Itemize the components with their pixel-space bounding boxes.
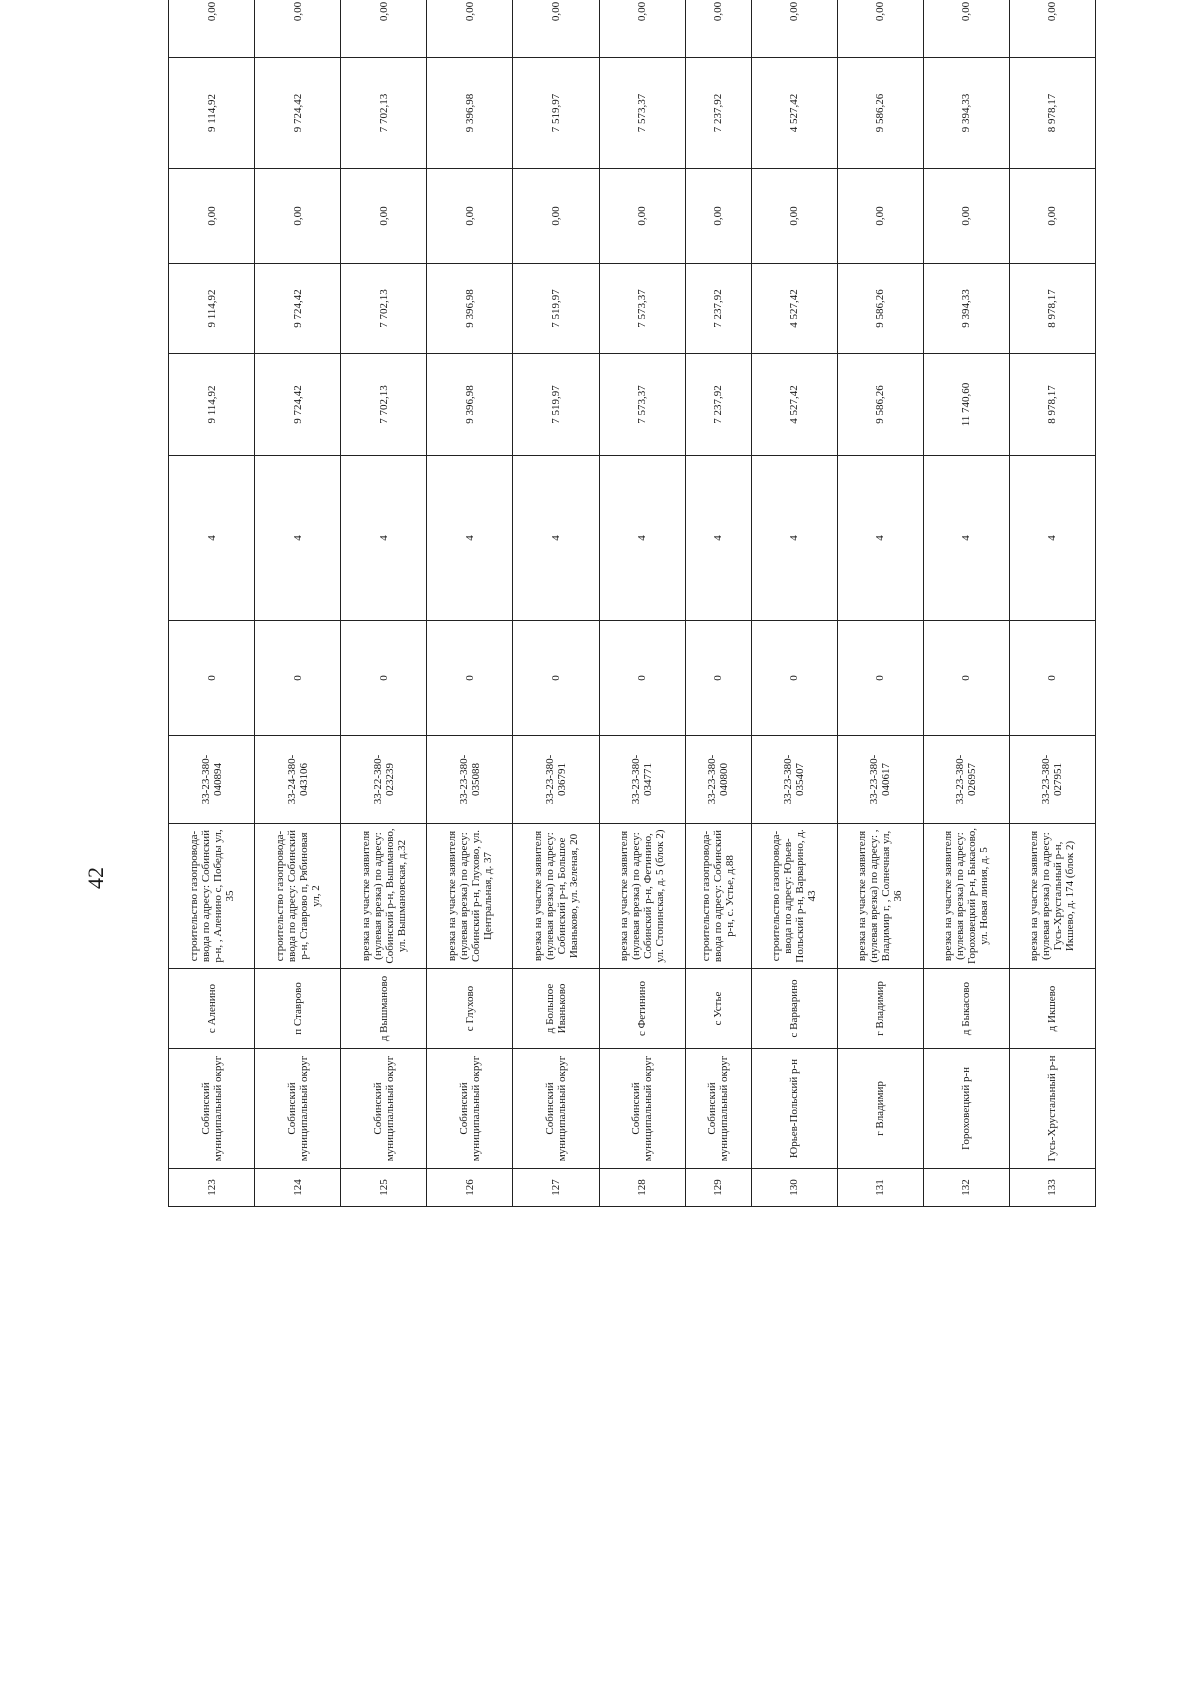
work-description-cell: строительство газопровода-ввода по адресу: Юрьев-Польский р-н, Варварино, д. 43 bbox=[751, 824, 837, 969]
amount-column-5-cell: 0,00 bbox=[427, 0, 513, 58]
amount-column-1-cell: 11 740,60 bbox=[923, 354, 1009, 456]
amount-column-5-cell: 0,00 bbox=[513, 0, 599, 58]
amount-column-1-cell: 8 978,17 bbox=[1009, 354, 1095, 456]
amount-column-4-cell: 7 237,92 bbox=[685, 58, 751, 169]
value-column-1-cell: 0 bbox=[923, 621, 1009, 736]
settlement-cell: д Быкасово bbox=[923, 969, 1009, 1049]
amount-column-1-cell: 7 702,13 bbox=[341, 354, 427, 456]
settlement-cell: с Варварино bbox=[751, 969, 837, 1049]
amount-column-2-cell: 7 702,13 bbox=[341, 264, 427, 354]
amount-column-3-cell: 0,00 bbox=[923, 169, 1009, 264]
value-column-2-cell: 4 bbox=[923, 456, 1009, 621]
cadastral-number-cell: 33-23-380-036791 bbox=[513, 736, 599, 824]
amount-column-3-cell: 0,00 bbox=[169, 169, 255, 264]
amount-column-3-cell: 0,00 bbox=[255, 169, 341, 264]
table-row bbox=[255, 0, 341, 1207]
value-column-2-cell: 4 bbox=[341, 456, 427, 621]
amount-column-1-cell: 7 237,92 bbox=[685, 354, 751, 456]
amount-column-2-cell: 9 394,33 bbox=[923, 264, 1009, 354]
value-column-2-cell: 4 bbox=[837, 456, 923, 621]
settlement-cell: с Глухово bbox=[427, 969, 513, 1049]
work-description-cell: строительство газопровода-ввода по адресу: Собинский р-н, с. Устье, д.88 bbox=[685, 824, 751, 969]
cadastral-number-cell: 33-23-380-034771 bbox=[599, 736, 685, 824]
amount-column-1-cell: 9 396,98 bbox=[427, 354, 513, 456]
amount-column-4-cell: 8 978,17 bbox=[1009, 58, 1095, 169]
amount-column-5-cell: 0,00 bbox=[1009, 0, 1095, 58]
cadastral-number-cell: 33-23-380-040894 bbox=[169, 736, 255, 824]
district-cell: Собинский муниципальный округ bbox=[685, 1049, 751, 1169]
amount-column-1-cell: 7 573,37 bbox=[599, 354, 685, 456]
settlement-cell: с Фетинино bbox=[599, 969, 685, 1049]
work-description-cell: врезка на участке заявителя (нулевая врезка) по адресу: , Владимир г, , Солнечная ул, 36 bbox=[837, 824, 923, 969]
amount-column-4-cell: 9 396,98 bbox=[427, 58, 513, 169]
value-column-2-cell: 4 bbox=[685, 456, 751, 621]
district-cell: Собинский муниципальный округ bbox=[427, 1049, 513, 1169]
settlement-cell: с Устье bbox=[685, 969, 751, 1049]
row-number-cell: 133 bbox=[1009, 1169, 1095, 1207]
district-cell: Собинский муниципальный округ bbox=[599, 1049, 685, 1169]
amount-column-4-cell: 9 394,33 bbox=[923, 58, 1009, 169]
district-cell: Собинский муниципальный округ bbox=[255, 1049, 341, 1169]
value-column-1-cell: 0 bbox=[751, 621, 837, 736]
amount-column-2-cell: 7 573,37 bbox=[599, 264, 685, 354]
row-number-cell: 130 bbox=[751, 1169, 837, 1207]
amount-column-3-cell: 0,00 bbox=[685, 169, 751, 264]
row-number-cell: 125 bbox=[341, 1169, 427, 1207]
amount-column-4-cell: 9 724,42 bbox=[255, 58, 341, 169]
table-row bbox=[751, 0, 837, 1207]
work-description-cell: строительство газопровода-ввода по адресу: Собинский р-н, Ставрово п, Рябиновая ул, 2 bbox=[255, 824, 341, 969]
district-cell: Гусь-Хрустальный р-н bbox=[1009, 1049, 1095, 1169]
value-column-1-cell: 0 bbox=[169, 621, 255, 736]
work-description-cell: врезка на участке заявителя (нулевая врезка) по адресу: Собинский р-н, Вышманово, ул. Вышмановская, д.32 bbox=[341, 824, 427, 969]
amount-column-4-cell: 7 573,37 bbox=[599, 58, 685, 169]
row-number-cell: 127 bbox=[513, 1169, 599, 1207]
amount-column-1-cell: 9 586,26 bbox=[837, 354, 923, 456]
district-cell: г Владимир bbox=[837, 1049, 923, 1169]
amount-column-1-cell: 7 519,97 bbox=[513, 354, 599, 456]
amount-column-4-cell: 4 527,42 bbox=[751, 58, 837, 169]
row-number-cell: 129 bbox=[685, 1169, 751, 1207]
settlement-cell: д Большое Иваньково bbox=[513, 969, 599, 1049]
amount-column-5-cell: 0,00 bbox=[751, 0, 837, 58]
amount-column-3-cell: 0,00 bbox=[751, 169, 837, 264]
district-cell: Собинский муниципальный округ bbox=[513, 1049, 599, 1169]
amount-column-4-cell: 9 586,26 bbox=[837, 58, 923, 169]
cadastral-number-cell: 33-23-380-040617 bbox=[837, 736, 923, 824]
amount-column-1-cell: 9 114,92 bbox=[169, 354, 255, 456]
amount-column-2-cell: 7 237,92 bbox=[685, 264, 751, 354]
amount-column-3-cell: 0,00 bbox=[837, 169, 923, 264]
table-row bbox=[599, 0, 685, 1207]
district-cell: Собинский муниципальный округ bbox=[169, 1049, 255, 1169]
table-row bbox=[685, 0, 751, 1207]
work-description-cell: врезка на участке заявителя (нулевая врезка) по адресу: Собинский р-н, Глухово, ул. Центральная, д. 37 bbox=[427, 824, 513, 969]
work-description-cell: врезка на участке заявителя (нулевая врезка) по адресу: Собинский р-н, Фетинино, ул. Стопинская, д. 5 (блок 2) bbox=[599, 824, 685, 969]
value-column-2-cell: 4 bbox=[169, 456, 255, 621]
work-description-cell: врезка на участке заявителя (нулевая врезка) по адресу: Гусь-Хрустальный р-н, Икшево, д. 174 (блок 2) bbox=[1009, 824, 1095, 969]
value-column-1-cell: 0 bbox=[685, 621, 751, 736]
value-column-1-cell: 0 bbox=[513, 621, 599, 736]
settlement-cell: с Аленино bbox=[169, 969, 255, 1049]
amount-column-2-cell: 7 519,97 bbox=[513, 264, 599, 354]
row-number-cell: 123 bbox=[169, 1169, 255, 1207]
table-row bbox=[837, 0, 923, 1207]
amount-column-3-cell: 0,00 bbox=[427, 169, 513, 264]
value-column-2-cell: 4 bbox=[599, 456, 685, 621]
cadastral-number-cell: 33-23-380-027951 bbox=[1009, 736, 1095, 824]
amount-column-4-cell: 7 519,97 bbox=[513, 58, 599, 169]
work-description-cell: строительство газопровода-ввода по адресу: Собинский р-н, , Аленино с, Победы ул, 35 bbox=[169, 824, 255, 969]
value-column-1-cell: 0 bbox=[599, 621, 685, 736]
settlement-cell: д Икшево bbox=[1009, 969, 1095, 1049]
amount-column-2-cell: 9 396,98 bbox=[427, 264, 513, 354]
district-cell: Гороховецкий р-н bbox=[923, 1049, 1009, 1169]
row-number-cell: 124 bbox=[255, 1169, 341, 1207]
table-row bbox=[169, 0, 255, 1207]
district-cell: Юрьев-Польский р-н bbox=[751, 1049, 837, 1169]
row-number-cell: 128 bbox=[599, 1169, 685, 1207]
table-row bbox=[427, 0, 513, 1207]
amount-column-5-cell: 0,00 bbox=[599, 0, 685, 58]
amount-column-5-cell: 0,00 bbox=[685, 0, 751, 58]
settlement-cell: д Вышманово bbox=[341, 969, 427, 1049]
amount-column-1-cell: 9 724,42 bbox=[255, 354, 341, 456]
amount-column-2-cell: 9 724,42 bbox=[255, 264, 341, 354]
amount-column-3-cell: 0,00 bbox=[513, 169, 599, 264]
table-row bbox=[923, 0, 1009, 1207]
amount-column-4-cell: 7 702,13 bbox=[341, 58, 427, 169]
value-column-1-cell: 0 bbox=[1009, 621, 1095, 736]
cadastral-number-cell: 33-24-380-043106 bbox=[255, 736, 341, 824]
amount-column-2-cell: 9 114,92 bbox=[169, 264, 255, 354]
amount-column-5-cell: 0,00 bbox=[169, 0, 255, 58]
cadastral-number-cell: 33-23-380-026957 bbox=[923, 736, 1009, 824]
amount-column-5-cell: 0,00 bbox=[837, 0, 923, 58]
value-column-1-cell: 0 bbox=[341, 621, 427, 736]
cadastral-number-cell: 33-23-380-035407 bbox=[751, 736, 837, 824]
cadastral-number-cell: 33-22-380-023239 bbox=[341, 736, 427, 824]
value-column-1-cell: 0 bbox=[837, 621, 923, 736]
amount-column-5-cell: 0,00 bbox=[255, 0, 341, 58]
page-number: 42 bbox=[83, 867, 108, 889]
amount-column-2-cell: 9 586,26 bbox=[837, 264, 923, 354]
gas-connection-table bbox=[168, 0, 1096, 1207]
value-column-1-cell: 0 bbox=[255, 621, 341, 736]
amount-column-3-cell: 0,00 bbox=[599, 169, 685, 264]
amount-column-2-cell: 4 527,42 bbox=[751, 264, 837, 354]
district-cell: Собинский муниципальный округ bbox=[341, 1049, 427, 1169]
value-column-1-cell: 0 bbox=[427, 621, 513, 736]
row-number-cell: 132 bbox=[923, 1169, 1009, 1207]
amount-column-5-cell: 0,00 bbox=[923, 0, 1009, 58]
amount-column-4-cell: 9 114,92 bbox=[169, 58, 255, 169]
cadastral-number-cell: 33-23-380-035088 bbox=[427, 736, 513, 824]
row-number-cell: 126 bbox=[427, 1169, 513, 1207]
cadastral-number-cell: 33-23-380-040800 bbox=[685, 736, 751, 824]
amount-column-2-cell: 8 978,17 bbox=[1009, 264, 1095, 354]
value-column-2-cell: 4 bbox=[427, 456, 513, 621]
table-row bbox=[513, 0, 599, 1207]
amount-column-3-cell: 0,00 bbox=[341, 169, 427, 264]
value-column-2-cell: 4 bbox=[255, 456, 341, 621]
settlement-cell: п Ставрово bbox=[255, 969, 341, 1049]
value-column-2-cell: 4 bbox=[1009, 456, 1095, 621]
amount-column-3-cell: 0,00 bbox=[1009, 169, 1095, 264]
value-column-2-cell: 4 bbox=[751, 456, 837, 621]
table-row bbox=[341, 0, 427, 1207]
amount-column-1-cell: 4 527,42 bbox=[751, 354, 837, 456]
value-column-2-cell: 4 bbox=[513, 456, 599, 621]
work-description-cell: врезка на участке заявителя (нулевая врезка) по адресу: Собинский р-н, Большое Иваньково, ул. Зеленая, 20 bbox=[513, 824, 599, 969]
work-description-cell: врезка на участке заявителя (нулевая врезка) по адресу: Гороховецкий р-н, Быкасово, ул. Новая линия, д. 5 bbox=[923, 824, 1009, 969]
row-number-cell: 131 bbox=[837, 1169, 923, 1207]
settlement-cell: г Владимир bbox=[837, 969, 923, 1049]
amount-column-5-cell: 0,00 bbox=[341, 0, 427, 58]
data-table-frame bbox=[168, 1, 1096, 1207]
rotated-table bbox=[168, 1, 1096, 1207]
table-row bbox=[1009, 0, 1095, 1207]
table-body bbox=[169, 0, 1096, 1207]
